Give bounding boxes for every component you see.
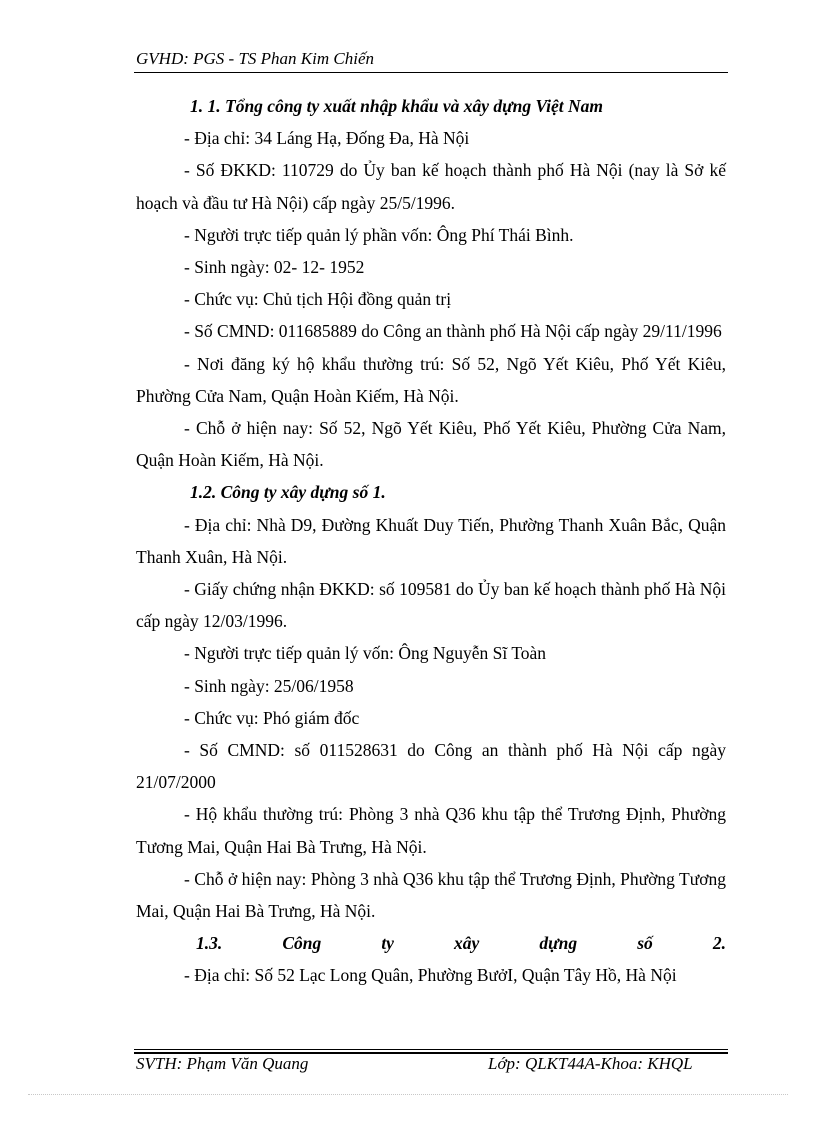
paragraph: - Giấy chứng nhận ĐKKD: số 109581 do Ủy ban kế hoạch thành phố Hà Nội cấp ngày 12/03/1996. bbox=[136, 579, 726, 632]
paragraph: - Hộ khẩu thường trú: Phòng 3 nhà Q36 khu tập thể Trương Định, Phường Tương Mai, Quận Hai Bà Trưng, Hà Nội. bbox=[136, 804, 726, 857]
heading-word: Công bbox=[282, 933, 322, 954]
page-header: GVHD: PGS - TS Phan Kim Chiến bbox=[136, 49, 374, 68]
paragraph: - Số CMND: 011685889 do Công an thành phố Hà Nội cấp ngày 29/11/1996 bbox=[184, 321, 722, 342]
section-heading bbox=[136, 927, 726, 959]
paragraph: - Người trực tiếp quản lý phần vốn: Ông Phí Thái Bình. bbox=[184, 224, 574, 245]
page-bottom-divider bbox=[28, 1094, 788, 1095]
footer-author: SVTH: Phạm Văn Quang bbox=[136, 1054, 309, 1073]
paragraph: - Địa chỉ: Nhà D9, Đường Khuất Duy Tiến, Phường Thanh Xuân Bắc, Quận Thanh Xuân, Hà Nội. bbox=[136, 514, 726, 567]
document-body bbox=[136, 90, 726, 992]
paragraph: - Số ĐKKD: 110729 do Ủy ban kế hoạch thành phố Hà Nội (nay là Sở kế hoạch và đầu tư Hà Nội) cấp ngày 25/5/1996. bbox=[136, 160, 726, 213]
heading-word: 1.3. bbox=[196, 933, 223, 954]
heading-word: xây bbox=[454, 933, 480, 954]
paragraph: - Số CMND: số 011528631 do Công an thành phố Hà Nội cấp ngày 21/07/2000 bbox=[136, 740, 726, 793]
paragraph: - Địa chỉ: 34 Láng Hạ, Đống Đa, Hà Nội bbox=[184, 128, 470, 149]
paragraph: - Chức vụ: Chủ tịch Hội đồng quản trị bbox=[184, 289, 452, 310]
footer-rule bbox=[134, 1049, 728, 1050]
section-heading: 1.2. Công ty xây dựng số 1. bbox=[190, 482, 386, 503]
heading-word: dựng bbox=[539, 933, 578, 954]
header-rule bbox=[134, 72, 728, 73]
paragraph: - Địa chỉ: Số 52 Lạc Long Quân, Phường BưởI, Quận Tây Hồ, Hà Nội bbox=[184, 965, 677, 986]
paragraph: - Nơi đăng ký hộ khẩu thường trú: Số 52, Ngõ Yết Kiêu, Phố Yết Kiêu, Phường Cửa Nam, Quận Hoàn Kiếm, Hà Nội. bbox=[136, 353, 726, 406]
paragraph: - Người trực tiếp quản lý vốn: Ông Nguyễn Sĩ Toàn bbox=[184, 643, 547, 664]
section-heading: 1. 1. Tổng công ty xuất nhập khẩu và xây dựng Việt Nam bbox=[190, 96, 604, 116]
paragraph: - Chức vụ: Phó giám đốc bbox=[184, 707, 360, 728]
heading-word: ty bbox=[381, 933, 394, 954]
paragraph: - Sinh ngày: 25/06/1958 bbox=[184, 675, 354, 696]
heading-word: 2. bbox=[712, 933, 726, 954]
footer-class: Lớp: QLKT44A-Khoa: KHQL bbox=[488, 1054, 693, 1073]
paragraph: - Chỗ ở hiện nay: Số 52, Ngõ Yết Kiêu, Phố Yết Kiêu, Phường Cửa Nam, Quận Hoàn Kiếm, Hà Nội. bbox=[136, 418, 726, 471]
heading-word: số bbox=[637, 933, 653, 954]
paragraph: - Sinh ngày: 02- 12- 1952 bbox=[184, 257, 365, 278]
paragraph: - Chỗ ở hiện nay: Phòng 3 nhà Q36 khu tập thể Trương Định, Phường Tương Mai, Quận Hai Bà Trưng, Hà Nội. bbox=[136, 868, 726, 922]
